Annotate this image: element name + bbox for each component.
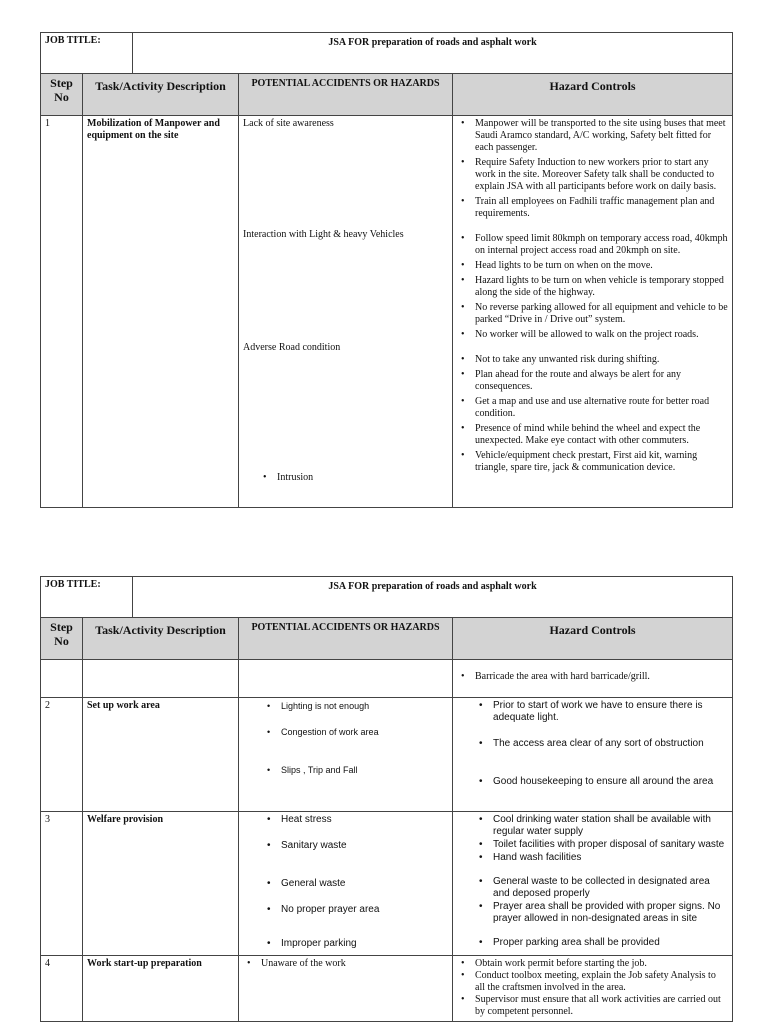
jsa-table-page-1	[40, 32, 733, 508]
control-list	[457, 233, 728, 341]
control-item: • Supervisor must ensure that all work activities are carried out by competent personnel.	[475, 994, 728, 1018]
hazards-cell	[239, 812, 453, 956]
table-row	[41, 698, 733, 812]
hazard-item: • Slips , Trip and Fall	[281, 764, 448, 776]
task-description: Work start-up preparation	[83, 956, 239, 1022]
hazard-list	[243, 700, 448, 776]
control-list	[457, 958, 728, 1018]
hazard-item: • No proper prayer area	[281, 904, 448, 916]
hazard-item: Adverse Road condition	[243, 342, 341, 353]
job-title-label: JOB TITLE:	[41, 577, 133, 618]
table-row	[41, 956, 733, 1022]
control-item: • Manpower will be transported to the site using buses that meet Saudi Aramco standard, A/C working, Safety belt fitted for each passenger.	[475, 118, 728, 154]
control-item: • General waste to be collected in designated area and deposed properly	[493, 876, 728, 900]
header-controls: Hazard Controls	[453, 74, 733, 116]
hazard-item: • Improper parking	[281, 938, 448, 950]
control-list	[457, 700, 728, 788]
hazard-item: Interaction with Light & heavy Vehicles	[243, 229, 404, 240]
jsa-table-page-2	[40, 576, 733, 1022]
controls-cell	[453, 660, 733, 698]
hazard-item: • Lighting is not enough	[281, 700, 448, 712]
job-title-label: JOB TITLE:	[41, 33, 133, 74]
control-item: • Vehicle/equipment check prestart, First aid kit, warning triangle, spare tire, jack & communication device.	[475, 450, 728, 474]
control-item: • Conduct toolbox meeting, explain the Job safety Analysis to all the craftsmen involved in the area.	[475, 970, 728, 994]
header-hazards: POTENTIAL ACCIDENTS OR HAZARDS	[239, 74, 453, 116]
hazard-list	[239, 472, 313, 487]
control-item: • Require Safety Induction to new workers prior to start any work in the site. Moreover Safety talk shall be conducted to explain JSA with all participants before work on daily basis.	[475, 157, 728, 193]
control-item: • The access area clear of any sort of obstruction	[493, 738, 728, 750]
control-item: • No worker will be allowed to walk on the project roads.	[475, 329, 728, 341]
header-task: Task/Activity Description	[83, 74, 239, 116]
table-row	[41, 812, 733, 956]
table-row	[41, 660, 733, 698]
control-item: • Barricade the area with hard barricade/grill.	[475, 671, 728, 683]
step-number: 4	[41, 956, 83, 1022]
header-step: Step No	[41, 74, 83, 116]
header-task: Task/Activity Description	[83, 618, 239, 660]
control-list	[457, 118, 728, 220]
document-title: JSA FOR preparation of roads and asphalt work	[133, 577, 733, 618]
controls-cell	[453, 812, 733, 956]
control-item: • Prayer area shall be provided with proper signs. No prayer allowed in non-designated areas in site	[493, 901, 728, 925]
step-number: 3	[41, 812, 83, 956]
control-item: • Good housekeeping to ensure all around the area	[493, 776, 728, 788]
table-row	[41, 116, 733, 508]
hazard-item: • Sanitary waste	[281, 840, 448, 852]
control-list	[457, 354, 728, 474]
hazard-item: • Intrusion	[277, 472, 313, 484]
control-list	[457, 671, 728, 683]
control-item: • Proper parking area shall be provided	[493, 937, 728, 949]
control-item: • Plan ahead for the route and always be alert for any consequences.	[475, 369, 728, 393]
step-number: 2	[41, 698, 83, 812]
hazard-item: • Congestion of work area	[281, 726, 448, 738]
header-hazards: POTENTIAL ACCIDENTS OR HAZARDS	[239, 618, 453, 660]
control-item: • Head lights to be turn on when on the move.	[475, 260, 728, 272]
hazard-list	[243, 958, 448, 970]
document-title: JSA FOR preparation of roads and asphalt work	[133, 33, 733, 74]
control-item: • Hazard lights to be turn on when vehicle is temporary stopped along the side of the highway.	[475, 275, 728, 299]
hazard-list	[243, 814, 448, 950]
header-row	[41, 74, 733, 116]
task-description: Set up work area	[83, 698, 239, 812]
control-item: • Follow speed limit 80kmph on temporary access road, 40kmph on internal project access road and 20kmph on site.	[475, 233, 728, 257]
controls-cell	[453, 116, 733, 508]
hazards-cell	[239, 698, 453, 812]
task-description: Mobilization of Manpower and equipment on the site	[83, 116, 239, 508]
control-item: • Presence of mind while behind the wheel and expect the unexpected. Make eye contact with other commuters.	[475, 423, 728, 447]
hazard-item: • Unaware of the work	[261, 958, 448, 970]
control-item: • Not to take any unwanted risk during shifting.	[475, 354, 728, 366]
control-item: • Hand wash facilities	[493, 852, 728, 864]
control-item: • Get a map and use and use alternative route for better road condition.	[475, 396, 728, 420]
header-step: Step No	[41, 618, 83, 660]
header-controls: Hazard Controls	[453, 618, 733, 660]
hazards-cell	[239, 116, 453, 508]
step-number: 1	[41, 116, 83, 508]
control-item: • Cool drinking water station shall be available with regular water supply	[493, 814, 728, 838]
controls-cell	[453, 956, 733, 1022]
control-item: • Obtain work permit before starting the job.	[475, 958, 728, 970]
title-row	[41, 577, 733, 618]
control-list	[457, 814, 728, 949]
controls-cell	[453, 698, 733, 812]
control-item: • No reverse parking allowed for all equipment and vehicle to be parked “Drive in / Drive out” system.	[475, 302, 728, 326]
title-row	[41, 33, 733, 74]
hazard-item: • Heat stress	[281, 814, 448, 826]
hazard-item: • General waste	[281, 878, 448, 890]
control-item: • Train all employees on Fadhili traffic management plan and requirements.	[475, 196, 728, 220]
task-description: Welfare provision	[83, 812, 239, 956]
control-item: • Toilet facilities with proper disposal of sanitary waste	[493, 839, 728, 851]
hazard-item: Lack of site awareness	[243, 118, 334, 129]
header-row	[41, 618, 733, 660]
hazards-cell	[239, 956, 453, 1022]
control-item: • Prior to start of work we have to ensure there is adequate light.	[493, 700, 728, 724]
